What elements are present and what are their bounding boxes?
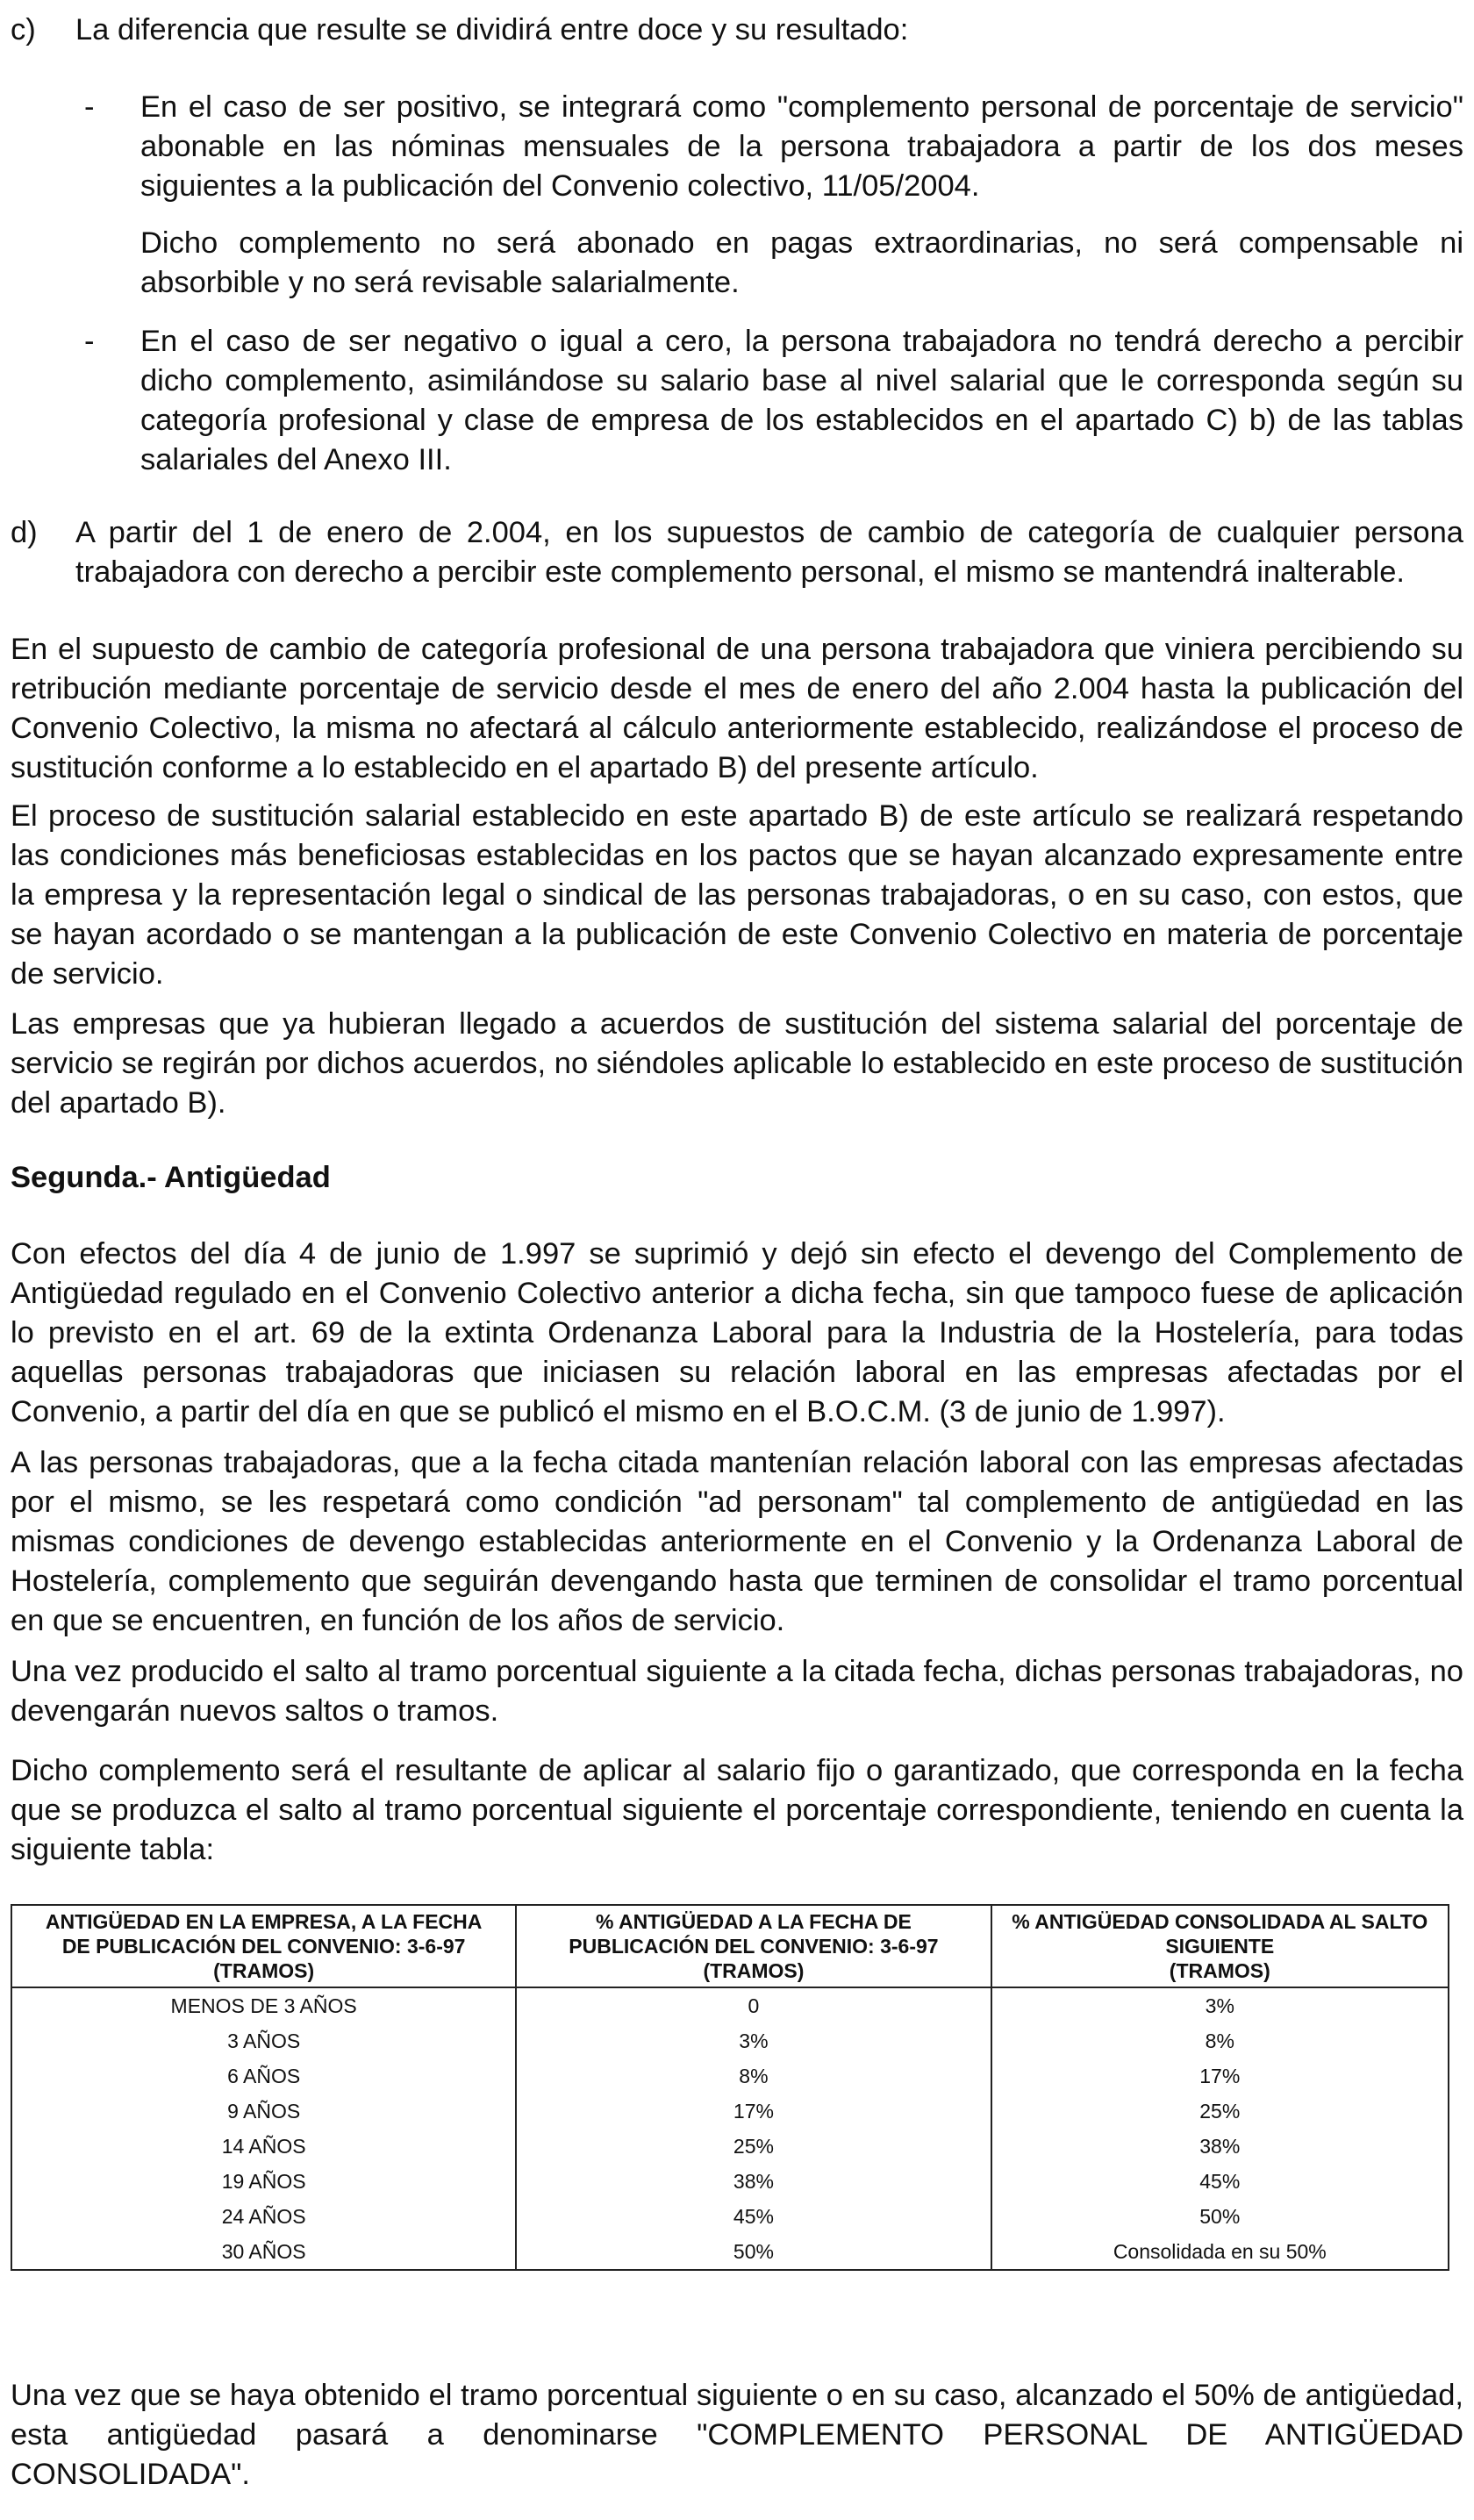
- table-cell: 25%: [516, 2129, 991, 2164]
- table-cell: 19 AÑOS: [11, 2164, 516, 2199]
- table-cell: 45%: [991, 2164, 1449, 2199]
- paragraph: A las personas trabajadoras, que a la fecha citada mantenían relación laboral con las empresas afectadas por el mismo, se les respetará como condición "ad personam" tal complemento de antigüedad en las mismas condiciones de devengo establecidas anteriormente en el Convenio y la Ordenanza Laboral de Hostelería, complemento que seguirán devengando hasta que terminen de consolidar el tramo porcentual en que se encuentren, en función de los años de servicio.: [11, 1446, 1463, 1637]
- table-cell: 6 AÑOS: [11, 2058, 516, 2094]
- item-c: [11, 11, 1463, 50]
- table-cell: 14 AÑOS: [11, 2129, 516, 2164]
- table-cell: 38%: [516, 2164, 991, 2199]
- table-cell: 8%: [516, 2058, 991, 2094]
- table-cell: 17%: [991, 2058, 1449, 2094]
- dash-mark: -: [84, 90, 95, 124]
- dash-1-text: En el caso de ser positivo, se integrará como "complemento personal de porcentaje de servicio" abonable en las nóminas mensuales de la persona trabajadora a partir de los dos meses siguientes a la publicación del Convenio colectivo, 11/05/2004.: [140, 90, 1463, 203]
- antiguedad-table: [11, 1904, 1449, 2271]
- paragraph: Con efectos del día 4 de junio de 1.997 se suprimió y dejó sin efecto el devengo del Complemento de Antigüedad regulado en el Convenio Colectivo anterior a dicha fecha, sin que tampoco fuese de aplicación lo previsto en el art. 69 de la extinta Ordenanza Laboral para la Industria de la Hostelería, para todas aquellas personas trabajadoras que iniciasen su relación laboral en las empresas afectadas por el Convenio, a partir del día en que se publicó el mismo en el B.O.C.M. (3 de junio de 1.997).: [11, 1237, 1463, 1428]
- paragraph: Dicho complemento será el resultante de aplicar al salario fijo o garantizado, que corresponda en la fecha que se produzca el salto al tramo porcentual siguiente el porcentaje correspondiente, teniendo en cuenta la siguiente tabla:: [11, 1754, 1463, 1866]
- item-c-label: c): [11, 13, 36, 47]
- table-cell: Consolidada en su 50%: [991, 2234, 1449, 2270]
- section-heading: Segunda.- Antigüedad: [11, 1161, 331, 1194]
- table-cell: 17%: [516, 2094, 991, 2129]
- table-cell: 45%: [516, 2199, 991, 2234]
- table-row: [11, 2058, 1449, 2094]
- paragraph: Una vez producido el salto al tramo porcentual siguiente a la citada fecha, dichas personas trabajadoras, no devengarán nuevos saltos o tramos.: [11, 1655, 1463, 1728]
- table-cell: 0: [516, 1987, 991, 2023]
- dash-2-text: En el caso de ser negativo o igual a cero, la persona trabajadora no tendrá derecho a percibir dicho complemento, asimilándose su salario base al nivel salarial que le corresponda según su categoría profesional y clase de empresa de los establecidos en el apartado C) b) de las tablas salariales del Anexo III.: [140, 325, 1463, 476]
- table-row: [11, 2094, 1449, 2129]
- table-cell: 9 AÑOS: [11, 2094, 516, 2129]
- paragraph: Las empresas que ya hubieran llegado a acuerdos de sustitución del sistema salarial del porcentaje de servicio se regirán por dichos acuerdos, no siéndoles aplicable lo establecido en este proceso de sustitución del apartado B).: [11, 1007, 1463, 1120]
- paragraph: El proceso de sustitución salarial establecido en este apartado B) de este artículo se realizará respetando las condiciones más beneficiosas establecidas en los pactos que se hayan alcanzado expresamente entre la empresa y la representación legal o sindical de las personas trabajadoras, o en su caso, con estos, que se hayan acordado o se mantengan a la publicación de este Convenio Colectivo en materia de porcentaje de servicio.: [11, 799, 1463, 991]
- item-d-text: A partir del 1 de enero de 2.004, en los supuestos de cambio de categoría de cualquier persona trabajadora con derecho a percibir este complemento personal, el mismo se mantendrá inalterable.: [75, 516, 1463, 589]
- item-d-label: d): [11, 516, 38, 549]
- table-row: [11, 2164, 1449, 2199]
- table-row: [11, 2234, 1449, 2270]
- table-row: [11, 2129, 1449, 2164]
- item-c-dash-2: [75, 322, 1463, 480]
- dash-mark: -: [84, 325, 95, 358]
- table-row: [11, 2199, 1449, 2234]
- table-cell: 50%: [516, 2234, 991, 2270]
- table-cell: 38%: [991, 2129, 1449, 2164]
- column-header: % ANTIGÜEDAD A LA FECHA DE PUBLICACIÓN DEL CONVENIO: 3-6-97 (TRAMOS): [516, 1905, 991, 1987]
- table-cell: 3%: [516, 2023, 991, 2058]
- table-cell: 50%: [991, 2199, 1449, 2234]
- table-cell: 30 AÑOS: [11, 2234, 516, 2270]
- table-cell: MENOS DE 3 AÑOS: [11, 1987, 516, 2023]
- table-header-row: [11, 1905, 1449, 1987]
- column-header: % ANTIGÜEDAD CONSOLIDADA AL SALTO SIGUIENTE (TRAMOS): [991, 1905, 1449, 1987]
- item-c-dash-1: [75, 88, 1463, 206]
- item-d: [11, 513, 1463, 592]
- column-header: ANTIGÜEDAD EN LA EMPRESA, A LA FECHA DE PUBLICACIÓN DEL CONVENIO: 3-6-97 (TRAMOS): [11, 1905, 516, 1987]
- table-cell: 3 AÑOS: [11, 2023, 516, 2058]
- table-cell: 24 AÑOS: [11, 2199, 516, 2234]
- dash-1-followup: Dicho complemento no será abonado en pagas extraordinarias, no será compensable ni absorbible y no será revisable salarialmente.: [140, 226, 1463, 299]
- table-cell: 8%: [991, 2023, 1449, 2058]
- table-row: [11, 1987, 1449, 2023]
- table-row: [11, 2023, 1449, 2058]
- paragraph: En el supuesto de cambio de categoría profesional de una persona trabajadora que viniera percibiendo su retribución mediante porcentaje de servicio desde el mes de enero del año 2.004 hasta la publicación del Convenio Colectivo, la misma no afectará al cálculo anteriormente establecido, realizándose el proceso de sustitución conforme a lo establecido en el apartado B) del presente artículo.: [11, 633, 1463, 784]
- closing-paragraph: Una vez que se haya obtenido el tramo porcentual siguiente o en su caso, alcanzado el 50% de antigüedad, esta antigüedad pasará a denominarse "COMPLEMENTO PERSONAL DE ANTIGÜEDAD CONSOLIDADA".: [11, 2379, 1463, 2491]
- table-cell: 3%: [991, 1987, 1449, 2023]
- item-c-text: La diferencia que resulte se dividirá entre doce y su resultado:: [75, 13, 909, 47]
- table-cell: 25%: [991, 2094, 1449, 2129]
